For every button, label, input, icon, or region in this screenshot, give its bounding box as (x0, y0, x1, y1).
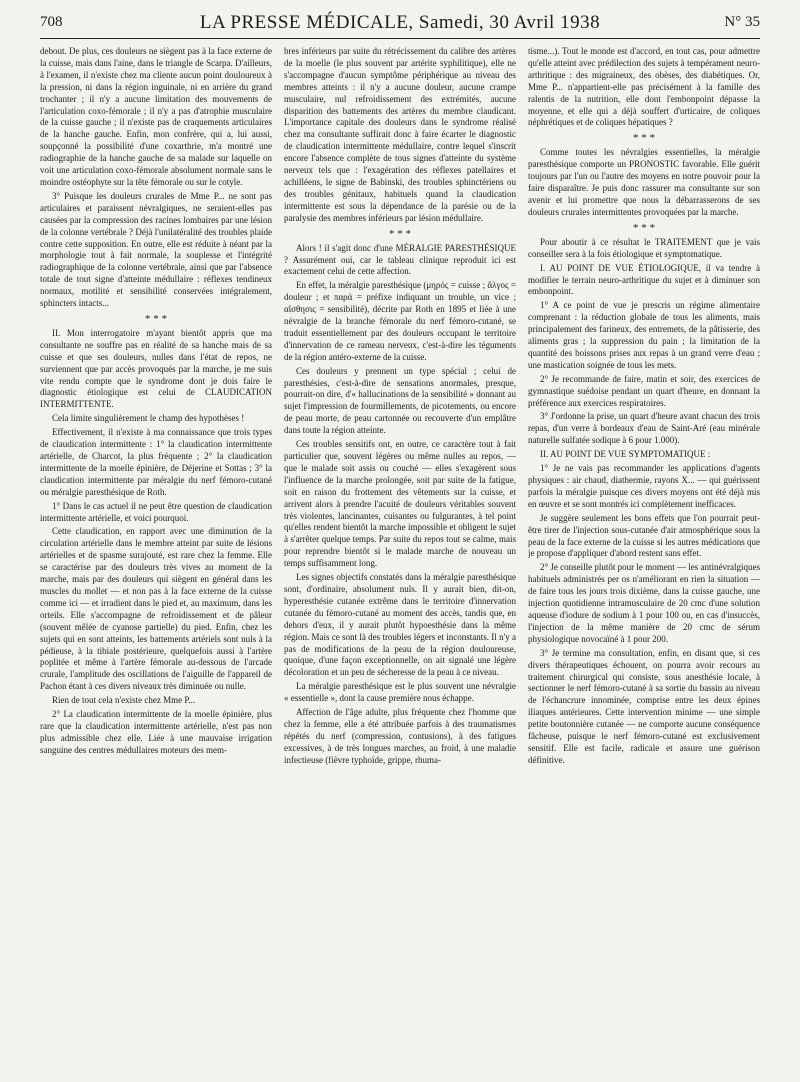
paragraph: 1° Je ne vais pas recommander les applications d'agents physiques : air chaud, diathermie, rayons X... — qui guérissent parfois la méralgie puisque ces divers moyens ont été déjà mis en œuvre et se sont montrés ici complètement inefficaces. (528, 463, 760, 509)
paragraph: bres inférieurs par suite du rétrécissement du calibre des artères de la moelle (le plus souvent par artérite syphilitique), elle ne s'accompagne d'aucun symptôme périphérique au niveau des membres atteints : il n'y a aucune douleur, aucune crampe musculaire, nul refroidissement des extrémités, aucune disparition des battements des artères du membre claudicant. L'importance capitale des douleurs dans le syndrome réalisé chez ma consultante suffirait donc à faire écarter le diagnostic de claudication intermittente médullaire, contre lequel s'inscrit encore l'absence complète de tous signes d'atteinte du système nerveux tels que : l'exagération des réflexes patellaires et achilléens, le signe de Babinski, des troubles sphinctériens ou des troubles génitaux, habituels quand la claudication intermittente est sous la dépendance de la parésie ou de la paralysie des membres inférieurs par lésion médullaire. (284, 46, 516, 223)
paragraph: 1° A ce point de vue je prescris un régime alimentaire comprenant : la réduction globale de tous les aliments, mais principalement des farineux, des entremets, de la pâtisserie, des aliments gras ; la suppression du pain ; la limitation de la quantité des boissons prises aux repas à un grand verre d'eau ; une mastication soignée de tous les mets. (528, 300, 760, 370)
column-2 (284, 46, 516, 1074)
paragraph: Effectivement, il n'existe à ma connaissance que trois types de claudication intermittente : 1° la claudication intermittente artérielle, de Charcot, la plus fréquente ; 2° la claudication intermittente de la moelle épinière, de Déjerine et Sottas ; 3° la claudication intermittente par méralgie du nerf fémoro-cutané ou méralgie paresthésique de Roth. (40, 427, 272, 497)
paragraph: II. Mon interrogatoire m'ayant bientôt appris que ma consultante ne souffre pas en réalité de sa hanche mais de sa cuisse et que ses douleurs, nulles dans l'état de repos, ne surviennent que par accès provoqués par la marche, je me suis vite rendu compte que le syndrome dont je dois faire le diagnostic étiologique est celui de CLAUDICATION INTERMITTENTE. (40, 327, 272, 410)
section-separator: * * * (633, 221, 655, 234)
article-columns (40, 46, 760, 1074)
paragraph: Les signes objectifs constatés dans la méralgie paresthésique sont, d'ordinaire, absolument nuls. Il y aurait bien, dit-on, hyperesthésie cutanée extrême dans le territoire d'innervation cutanée du fémoro-cutané au moment des accès, tandis que, en dehors d'eux, il y aurait plutôt hypoesthésie dans la même région. Mais ce sont là des troubles légers et inconstants. Il n'y a pas de modifications de la peau de la région douloureuse, quoique, d'une façon exceptionnelle, on ait signalé une légère décoloration et un peu de sécheresse de la peau à ce niveau. (284, 572, 516, 678)
paragraph: Alors ! il s'agit donc d'une MÉRALGIE PARESTHÉSIQUE ? Assurément oui, car le tableau clinique reproduit ici est exactement celui de cette affection. (284, 242, 516, 277)
paragraph: Je suggère seulement les bons effets que l'on pourrait peut-être tirer de l'injection sous-cutanée d'air atmosphérique sous la peau de la face externe de la cuisse si les autres médications que je propose d'appliquer d'abord restent sans effet. (528, 512, 760, 559)
paragraph: I. AU POINT DE VUE ÉTIOLOGIQUE, il va tendre à modifier le terrain neuro-arthritique du sujet et à diminuer son embonpoint. (528, 262, 760, 297)
page-header (40, 12, 760, 39)
paragraph: tisme...). Tout le monde est d'accord, en tout cas, pour admettre qu'elle atteint avec prédilection des sujets à tempérament neuro-arthritique : des migraineux, des obèses, des diabétiques. Or, Mme P... n'appartient-elle pas précisément à la famille des ralentis de la nutrition, elle dont l'embonpoint dépasse la moyenne, et elle qui a déjà souffert d'urticaire, de coliques néphrétiques et de coliques hépatiques ? (528, 46, 760, 128)
paragraph: Comme toutes les névralgies essentielles, la méralgie paresthésique comporte un PRONOSTIC favorable. Elle guérit toujours par l'un ou l'autre des moyens en notre pouvoir pour la faire disparaître. Je puis donc rassurer ma consultante sur son avenir et lui promettre que nous la débarrasserons de ses douleurs crurales intermittentes provoquées par la marche. (528, 147, 760, 217)
paragraph: II. AU POINT DE VUE SYMPTOMATIQUE : (540, 449, 711, 460)
page-number: 708 (40, 14, 63, 30)
paragraph: 2° Je conseille plutôt pour le moment — les antinévralgiques habituels administrés per os n'améliorant en rien la situation — de faire tous les jours trois dixième, dans la cuisse gauche, une injection quotidienne intramusculaire de 20 cmc d'une solution aqueuse d'iodure de sodium à 1 pour 100 ou, en cas d'insuccès, l'injection de la même manière de 20 cmc de sérum physiologique novocaïné à 1 pour 200. (528, 562, 760, 644)
paragraph: Cette claudication, en rapport avec une diminution de la circulation artérielle dans le membre atteint par suite de lésions artérielles et de spasme surajouté, est rare chez la femme. Elle se caractérise par des douleurs très vives au moment de la marche, mais par des douleurs qui siègent en général dans les muscles du mollet — et non pas à la face externe de la cuisse comme ici — et irradient dans le pied et, au maximum, dans les orteils. Elle s'accompagne de refroidissement et de pâleur (souvent mêlée de cyanose partielle) du pied. Enfin, chez les sujets qui en sont atteints, les battements artériels sont nuls à la pédieuse, à la tibiale postérieure, quelquefois aussi à l'artère poplitée et même à l'artère fémorale au-dessous de l'arcade crurale, l'amplitude des oscillations de l'aiguille de l'appareil de Pachon étant à ces divers niveaux très diminuée ou nulle. (40, 526, 272, 692)
paragraph: Ces troubles sensitifs ont, en outre, ce caractère tout à fait particulier que, souvent légères ou même nulles au repos, — que le malade soit assis ou couché — elles s'exagèrent sous l'influence de la marche prolongée, soit par suite de la fatigue, soit en raison du frottement des vêtements sur la cuisse, et arrivent alors à prendre l'acuité de douleurs véritables souvent très violentes, lancinantes, cuisantes ou fulgurantes, à tel point qu'elles rendent bientôt la marche impossible et obligent le sujet à s'arrêter quelque temps. Par suite du repos tout se calme, mais pour reprendre bientôt si le malade marche de nouveau un temps suffisamment long. (284, 439, 516, 569)
column-3 (528, 46, 760, 1074)
paragraph: Rien de tout cela n'existe chez Mme P... (52, 695, 196, 706)
paragraph: 3° Je termine ma consultation, enfin, en disant que, si ces divers thérapeutiques échouent, on pourra avoir recours au traitement chirurgical qui consiste, sous anesthésie locale, à sectionner le nerf fémoro-cutané à sa sortie du bassin au niveau de l'échancrure innominée, comprise entre les deux épines iliaques antérieures. Cette intervention minime — une simple petite boutonnière cutanée — ne comporte aucune conséquence fâcheuse, puisque le nerf fémoro-cutané est exclusivement sensitif. Elle est facile, radicale et assure une guérison définitive. (528, 647, 760, 765)
section-separator: * * * (389, 227, 411, 240)
section-separator: * * * (145, 312, 167, 325)
paragraph: 2° La claudication intermittente de la moelle épinière, plus rare que la claudication intermittente artérielle, n'est pas non plus admissible chez elle. Liée à une mauvaise irrigation sanguine des centres médullaires moteurs des mem- (40, 709, 272, 755)
section-separator: * * * (633, 132, 655, 145)
journal-title: LA PRESSE MÉDICALE, Samedi, 30 Avril 1938 (199, 12, 601, 33)
paragraph: 2° Je recommande de faire, matin et soir, des exercices de gymnastique suédoise pendant un quart d'heure, en donnant la préférence aux exercices respiratoires. (528, 373, 760, 408)
paragraph: Affection de l'âge adulte, plus fréquente chez l'homme que chez la femme, elle a été attribuée parfois à des traumatismes répétés du nerf (compression, contusions), à des fatigues excessives, à de très longues marches, au froid, à une maladie infectieuse (fièvre typhoïde, grippe, rhuma- (284, 707, 516, 765)
paragraph: 3° J'ordonne la prise, un quart d'heure avant chacun des trois repas, d'un verre à bordeaux d'eau de Saint-Aré (eau minérale naturelle sulfatée sodique à 6 pour 1.000). (528, 411, 760, 446)
paragraph: 3° Puisque les douleurs crurales de Mme P... ne sont pas articulaires et paraissent névralgiques, ne seraient-elles pas causées par la compression des racines lombaires par une lésion de la colonne vertébrale ? Déjà l'unilatéralité des troubles plaide contre cette supposition. En outre, elle est réduite à néant par la morphologie tout à fait normale, la souplesse et l'intégrité radiographique de la colonne vertébrale, ainsi que par l'absence totale de tout signe d'atteinte médullaire : réflexes tendineux normaux, motilité et sensibilité conservées intégralement, sphincters intacts... (40, 190, 272, 309)
paragraph: Ces douleurs y prennent un type spécial ; celui de paresthésies, c'est-à-dire de sensations anormales, presque, pourrait-on dire, d'« hallucinations de la sensibilité » donnant au sujet l'impression de fourmillements, de picotements, ou encore de peau morte, de peau cartonnée ou recouverte d'un emplâtre dans toute la région atteinte. (284, 365, 516, 436)
paragraph: La méralgie paresthésique est le plus souvent une névralgie « essentielle », dont la cause première nous échappe. (284, 681, 516, 704)
issue-number: N° 35 (724, 14, 760, 30)
paragraph: Cela limite singulièrement le champ des hypothèses ! (52, 413, 245, 424)
paragraph: 1° Dans le cas actuel il ne peut être question de claudication intermittente artérielle, et voici pourquoi. (40, 500, 272, 523)
paragraph: debout. De plus, ces douleurs ne siègent pas à la face externe de la cuisse, mais dans l'aine, dans le triangle de Scarpa. D'ailleurs, à l'examen, il n'existe chez ma cliente aucun point douloureux à la pression, ni dans la région inguinale, ni en arrière du grand trochanter ; il n'y a aucune limitation des mouvements de l'articulation coxo-fémorale ; il n'y a pas d'atrophie musculaire de la cuisse gauche ; il n'existe pas de craquements articulaires de la hanche gauche. Enfin, mon confrère, qui a, lui aussi, soupçonné la possibilité d'une coxarthrie, m'a montré une radiographie de la hanche gauche de sa malade sur laquelle on voit une articulation coxo-fémorale absolument normale sans le moindre ostéophyte sur la tête fémorale ou sur le cotyle. (40, 46, 272, 187)
paragraph: En effet, la méralgie paresthésique (μηρός = cuisse ; ἄλγος = douleur ; et παρά = préfixe indiquant un trouble, un vice ; αἴσθησις = sensibilité), décrite par Roth en 1895 et liée à une névralgie de la branche fémorale du nerf fémoro-cutané, se traduit essentiellement par des douleurs occupant le territoire d'innervation de ce rameau nerveux, c'est-à-dire les téguments de la région antéro-externe de la cuisse. (284, 280, 516, 362)
paragraph: Pour aboutir à ce résultat le TRAITEMENT que je vais conseiller sera à la fois étiologique et symptomatique. (528, 236, 760, 259)
column-1 (40, 46, 272, 1074)
